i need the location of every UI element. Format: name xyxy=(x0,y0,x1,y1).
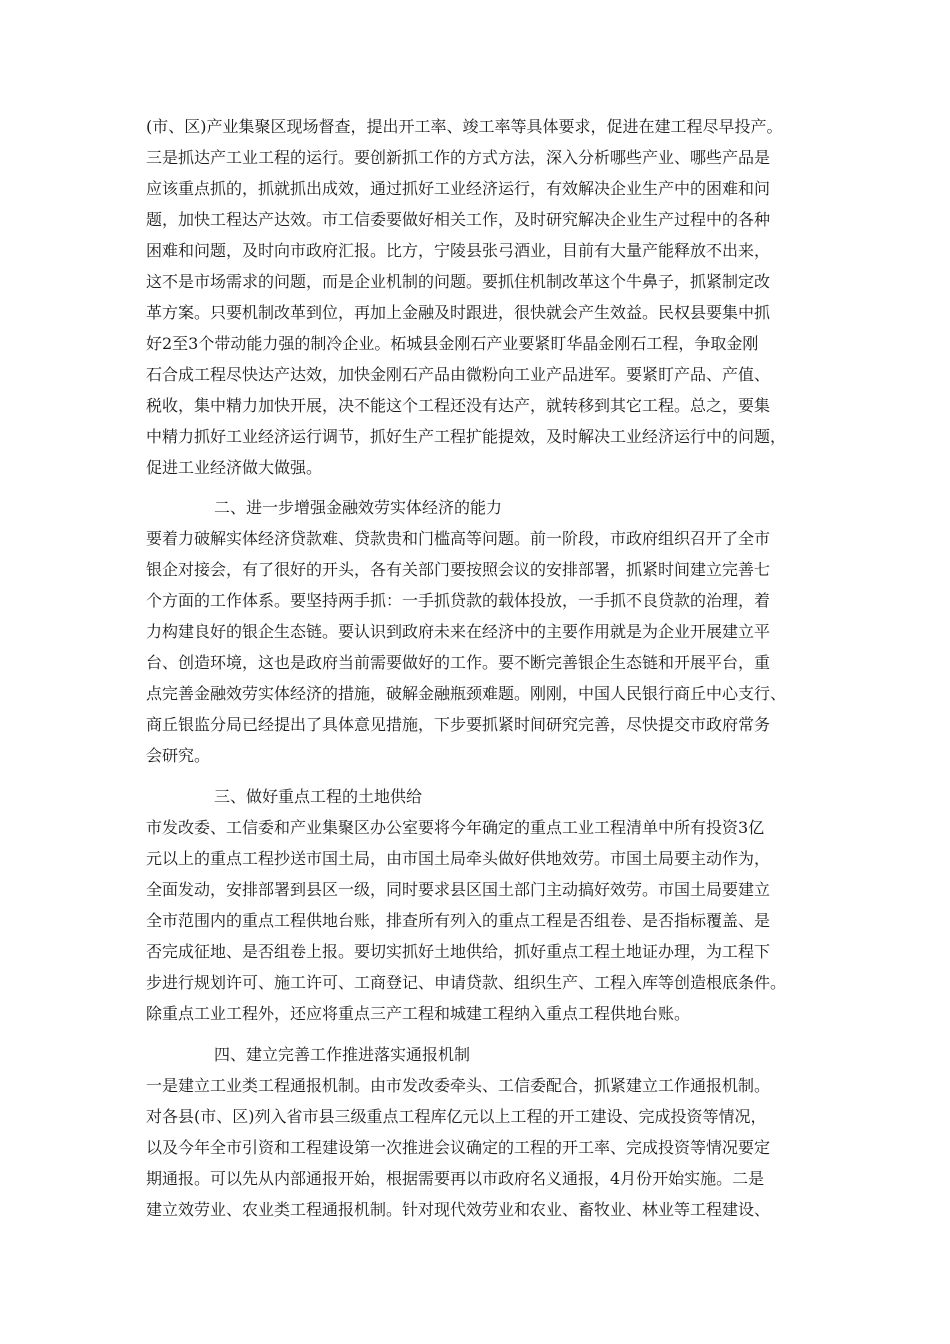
section-heading-finance: 二、进一步增强金融效劳实体经济的能力 xyxy=(214,498,503,517)
paragraph-industrial-operation: (市、区)产业集聚区现场督查，提出开工率、竣工率等具体要求，促进在建工程尽早投产。 三是抓达产工业工程的运行。要创新抓工作的方式方法，深入分析哪些产业、哪些产品是 应该重点抓的，抓就抓出成效，通过抓好工业经济运行，有效解决企业生产中的困难和问 题，加快工程达产达效。市工信委要做好相关工作，及时研究解决企业生产过程中的各种 困难和问题，及时向市政府汇报。比方，宁陵县张弓酒业，目前有大量产能释放不出来， 这不是市场需求的问题，而是企业机制的问题。要抓住机制改革这个牛鼻子，抓紧制定改 革方案。只要机制改革到位，再加上金融及时跟进，很快就会产生效益。民权县要集中抓 好2至3个带动能力强的制冷企业。柘城县金刚石产业要紧盯华晶金刚石工程，争取金刚 石合成工程尽快达产达效，加快金刚石产品由微粉向工业产品进军。要紧盯产品、产值、 税收，集中精力加快开展，决不能这个工程还没有达产，就转移到其它工程。总之，要集 中精力抓好工业经济运行调节，抓好生产工程扩能提效，及时解决工业经济运行中的问题， 促进工业经济做大做强。 xyxy=(146,117,787,477)
section-heading-land-supply: 三、做好重点工程的土地供给 xyxy=(214,787,423,806)
paragraph-reporting-mechanism: 一是建立工业类工程通报机制。由市发改委牵头、工信委配合，抓紧建立工作通报机制。 对各县(市、区)列入省市县三级重点工程库亿元以上工程的开工建设、完成投资等情况， 以及今年全市引资和工程建设第一次推进会议确定的工程的开工率、完成投资等情况要定 期通报。可以先从内部通报开始，根据需要再以市政府名义通报，4月份开始实施。二是 建立效劳业、农业类工程通报机制。针对现代效劳业和农业、畜牧业、林业等工程建设、 xyxy=(146,1076,771,1219)
paragraph-finance: 要着力破解实体经济贷款难、贷款贵和门槛高等问题。前一阶段，市政府组织召开了全市 银企对接会，有了很好的开头，各有关部门要按照会议的安排部署，抓紧时间建立完善七 个方面的工作体系。要坚持两手抓：一手抓贷款的载体投放，一手抓不良贷款的治理，着 力构建良好的银企生态链。要认识到政府未来在经济中的主要作用就是为企业开展建立平 台、创造环境，这也是政府当前需要做好的工作。要不断完善银企生态链和开展平台，重 点完善金融效劳实体经济的措施，破解金融瓶颈难题。刚刚，中国人民银行商丘中心支行、 商丘银监分局已经提出了具体意见措施，下步要抓紧时间研究完善，尽快提交市政府常务 会研究。 xyxy=(146,529,787,765)
section-heading-reporting-mechanism: 四、建立完善工作推进落实通报机制 xyxy=(214,1045,471,1064)
paragraph-land-supply: 市发改委、工信委和产业集聚区办公室要将今年确定的重点工业工程清单中所有投资3亿 元以上的重点工程抄送市国土局，由市国土局牵头做好供地效劳。市国土局要主动作为， 全面发动，安排部署到县区一级，同时要求县区国土部门主动搞好效劳。市国土局要建立 全市范围内的重点工程供地台账，排查所有列入的重点工程是否组卷、是否指标覆盖、是 否完成征地、是否组卷上报。要切实抓好土地供给，抓好重点工程土地证办理，为工程下 步进行规划许可、施工许可、工商登记、申请贷款、组织生产、工程入库等创造根底条件。 除重点工业工程外，还应将重点三产工程和城建工程纳入重点工程供地台账。 xyxy=(146,818,787,1023)
